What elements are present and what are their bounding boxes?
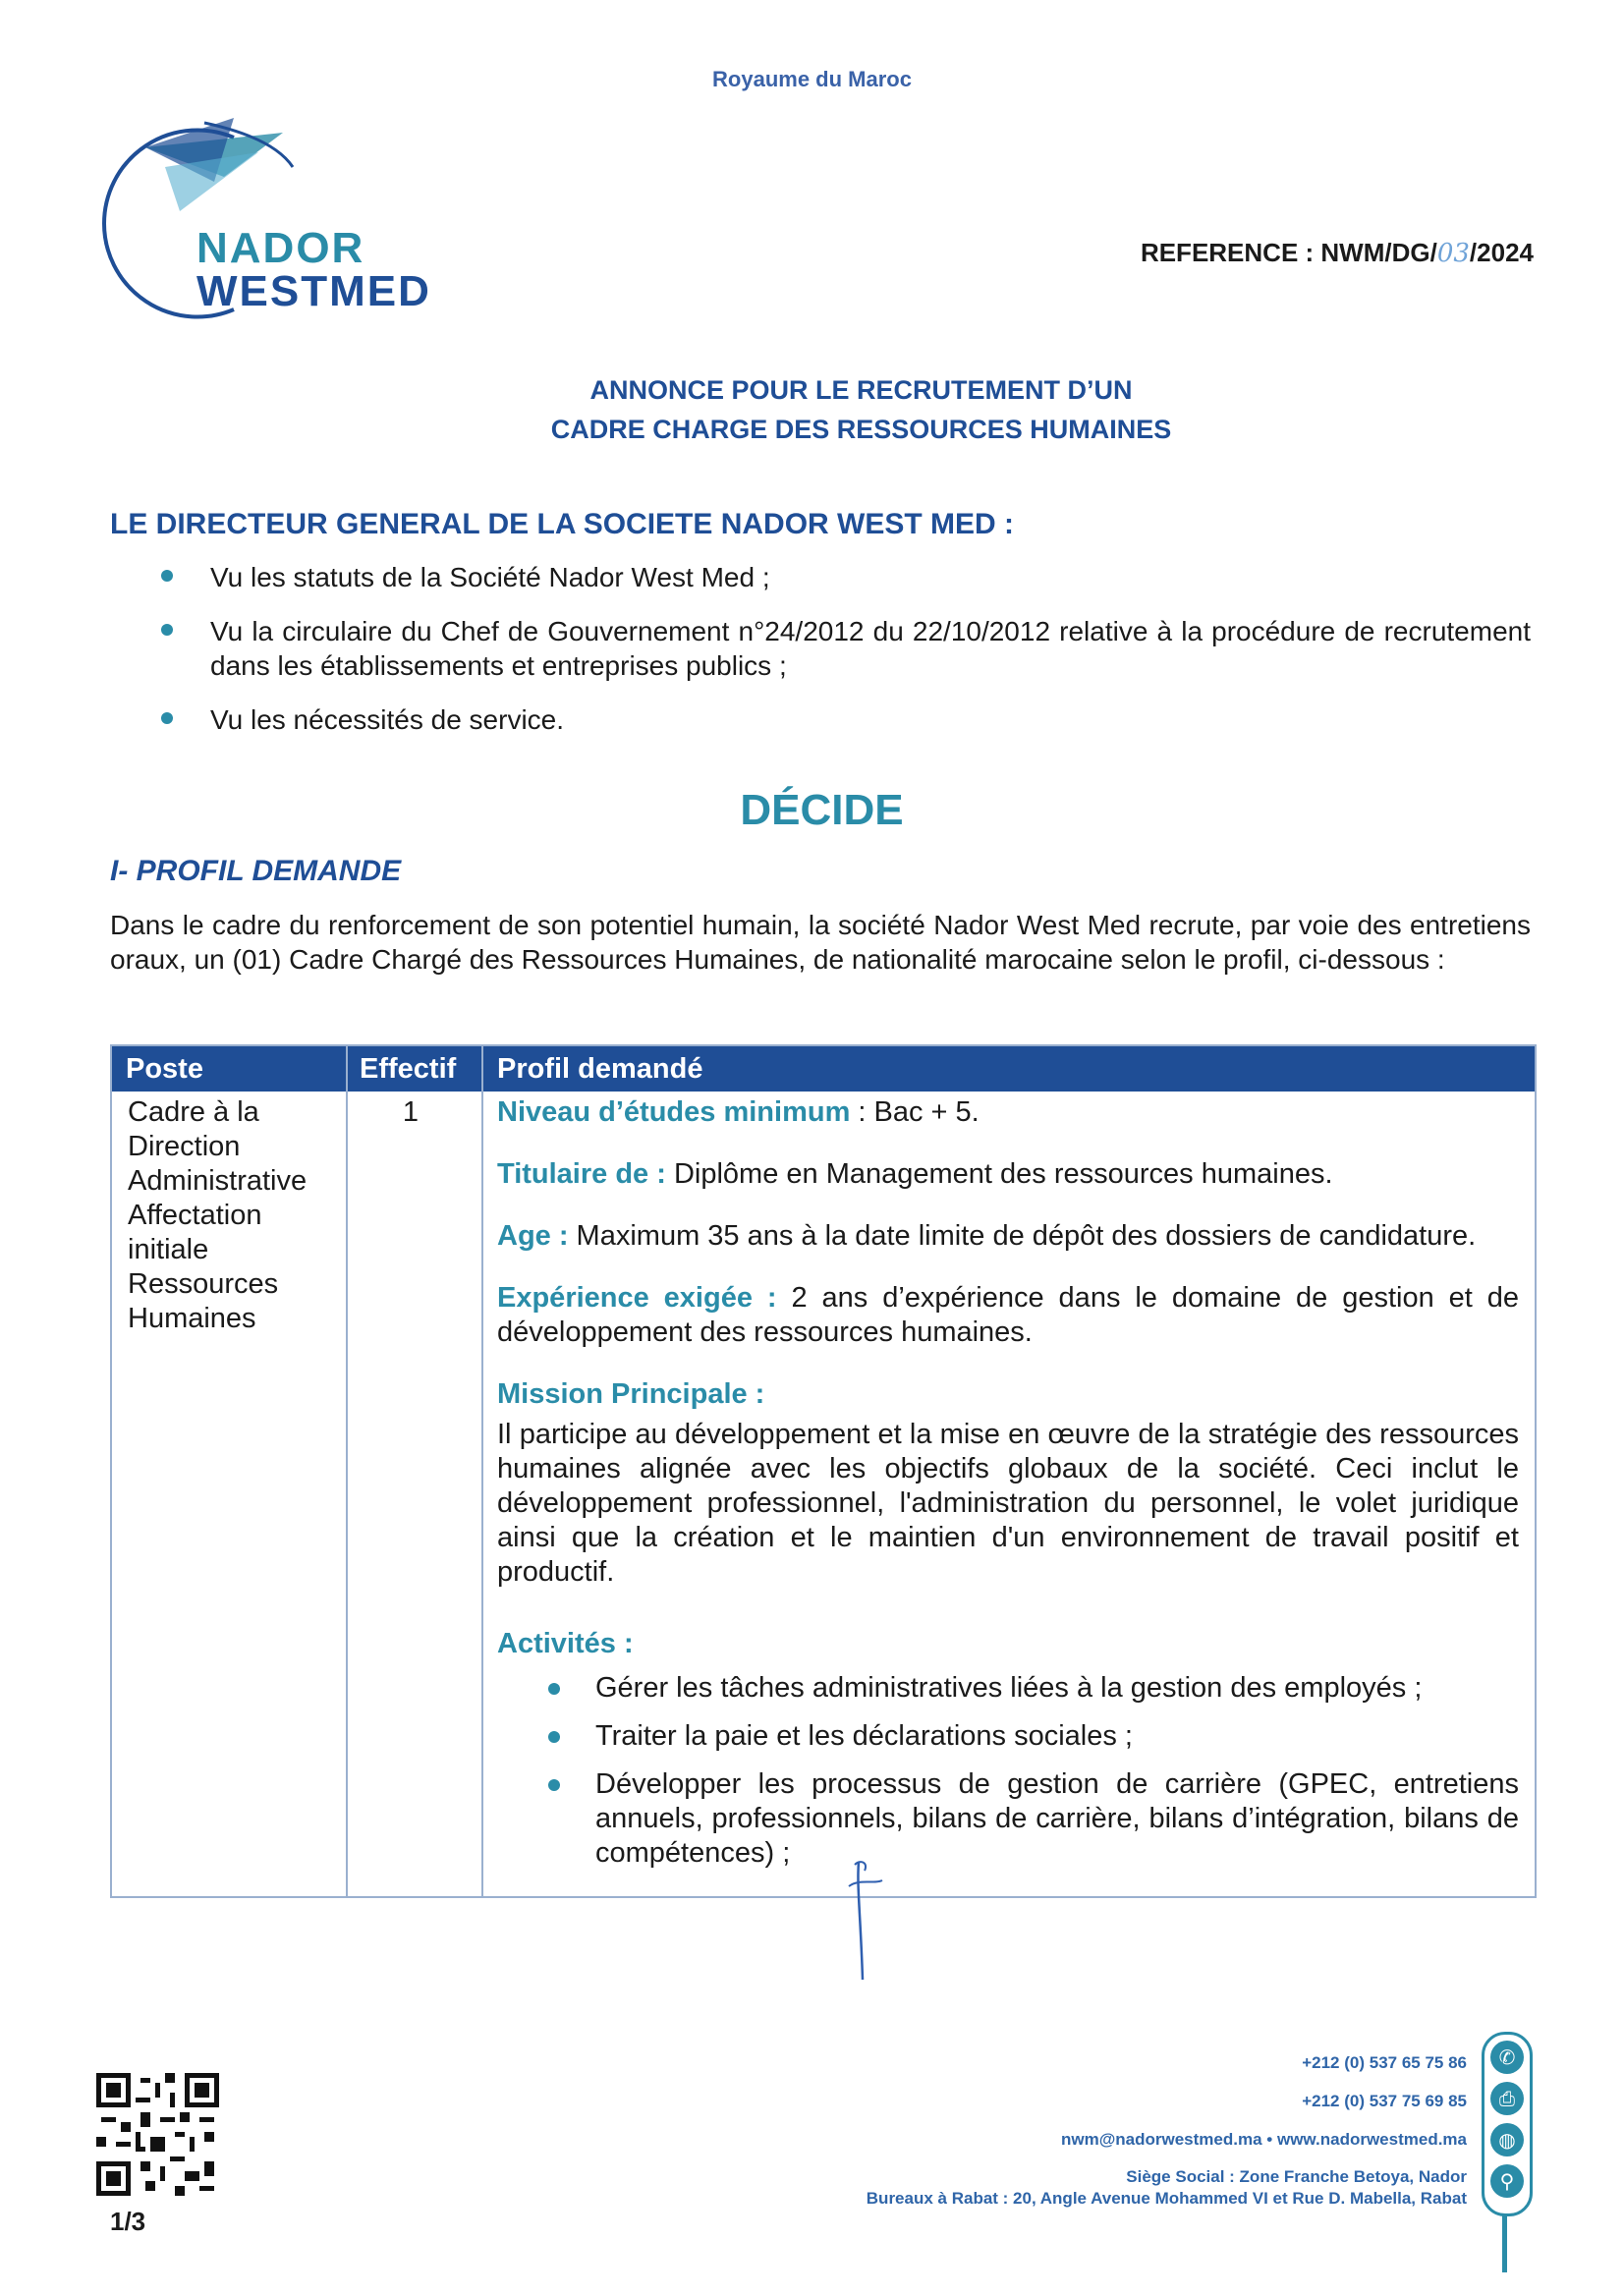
logo-text-westmed: WESTMED	[196, 267, 431, 315]
activites-label: Activités :	[497, 1628, 634, 1659]
niveau-row: Niveau d’études minimum : Bac + 5.	[497, 1096, 980, 1128]
fax-icon: ⎙	[1490, 2082, 1524, 2115]
reference-label: REFERENCE : NWM/DG/	[1140, 238, 1437, 267]
bullet-icon	[161, 570, 173, 582]
mission-text: Il participe au développement et la mise en œuvre de la stratégie des ressources humaines alignée avec les objectifs globaux de la société. Ceci inclut le développement professionnel, l'administration du personnel, le volet juridique ainsi que la création et le maintien d'un environnement de travail positif et productif.	[497, 1419, 1519, 1588]
column-divider	[481, 1046, 483, 1896]
section-heading-profil: I- PROFIL DEMANDE	[110, 855, 402, 887]
bullet-icon	[548, 1779, 560, 1791]
fax-number: +212 (0) 537 75 69 85	[1302, 2092, 1467, 2110]
phone-number: +212 (0) 537 65 75 86	[1302, 2053, 1467, 2072]
column-divider	[346, 1046, 348, 1896]
cell-profil	[497, 1095, 1519, 1884]
kingdom-header: Royaume du Maroc	[712, 67, 912, 91]
siege-social: Siège Social : Zone Franche Betoya, Nador	[1126, 2167, 1467, 2186]
list-item: Vu les nécessités de service.	[110, 702, 1531, 737]
director-heading: LE DIRECTEUR GENERAL DE LA SOCIETE NADOR WEST MED :	[110, 508, 1015, 540]
cell-poste: Cadre à la Direction Administrative Affectation initiale Ressources Humaines	[128, 1096, 308, 1334]
section-intro: Dans le cadre du renforcement de son potentiel humain, la société Nador West Med recrute, par voie des entretiens oraux, un (01) Cadre Chargé des Ressources Humaines, de nationalité marocaine selon le profil, ci-dessous :	[110, 910, 1531, 975]
titulaire-row: Titulaire de : Diplôme en Management des ressources humaines.	[497, 1158, 1333, 1190]
experience-row: Expérience exigée : 2 ans d’expérience dans le domaine de gestion et de développement des ressources humaines.	[497, 1282, 1519, 1348]
bullet-icon	[548, 1683, 560, 1695]
mission-label: Mission Principale :	[497, 1378, 765, 1410]
reference-number: 03	[1436, 239, 1470, 268]
page-number: 1/3	[110, 2207, 146, 2236]
age-row: Age : Maximum 35 ans à la date limite de dépôt des dossiers de candidature.	[497, 1220, 1477, 1252]
preamble-list	[110, 560, 1531, 756]
handwritten-signature	[847, 1857, 886, 1985]
reference	[1141, 238, 1534, 268]
phone-icon: ✆	[1490, 2041, 1524, 2074]
logo-text-nador: NADOR	[196, 224, 365, 272]
profile-table	[110, 1044, 1537, 1898]
email-link[interactable]: nwm@nadorwestmed.ma	[1060, 2130, 1262, 2149]
announcement-title-line1: ANNONCE POUR LE RECRUTEMENT D’UN	[589, 375, 1133, 405]
email-website: nwm@nadorwestmed.ma • www.nadorwestmed.ma	[1060, 2130, 1467, 2149]
bullet-icon	[548, 1731, 560, 1743]
announcement-title-line2: CADRE CHARGE DES RESSOURCES HUMAINES	[550, 415, 1172, 444]
column-header-poste: Poste	[126, 1053, 203, 1085]
contact-icon-bar	[1482, 2032, 1533, 2216]
list-item: Vu les statuts de la Société Nador West Med ;	[110, 560, 1531, 594]
bullet-icon	[161, 712, 173, 724]
cell-effectif: 1	[402, 1096, 420, 1128]
qr-code	[96, 2073, 219, 2196]
list-item: Gérer les tâches administratives liées à la gestion des employés ;	[497, 1671, 1519, 1706]
column-header-effectif: Effectif	[360, 1053, 457, 1085]
list-item: Vu la circulaire du Chef de Gouvernement n°24/2012 du 22/10/2012 relative à la procédure de recrutement dans les établissements et entreprises publics ;	[110, 614, 1531, 683]
list-item: Traiter la paie et les déclarations sociales ;	[497, 1719, 1519, 1754]
reference-year: /2024	[1469, 238, 1534, 267]
list-item: Développer les processus de gestion de carrière (GPEC, entretiens annuels, professionnels, bilans de carrière, bilans d’intégration, bilans de compétences) ;	[497, 1767, 1519, 1871]
table-header-row	[112, 1046, 1535, 1092]
column-header-profil: Profil demandé	[497, 1053, 703, 1085]
website-link[interactable]: www.nadorwestmed.ma	[1276, 2130, 1467, 2149]
decide-heading: DÉCIDE	[740, 786, 904, 834]
globe-icon: ◍	[1490, 2123, 1524, 2156]
bureaux-rabat: Bureaux à Rabat : 20, Angle Avenue Mohammed VI et Rue D. Mabella, Rabat	[866, 2189, 1467, 2208]
bullet-icon	[161, 624, 173, 636]
contact-bar-stem	[1502, 2213, 1507, 2272]
location-icon: ⚲	[1490, 2164, 1524, 2198]
